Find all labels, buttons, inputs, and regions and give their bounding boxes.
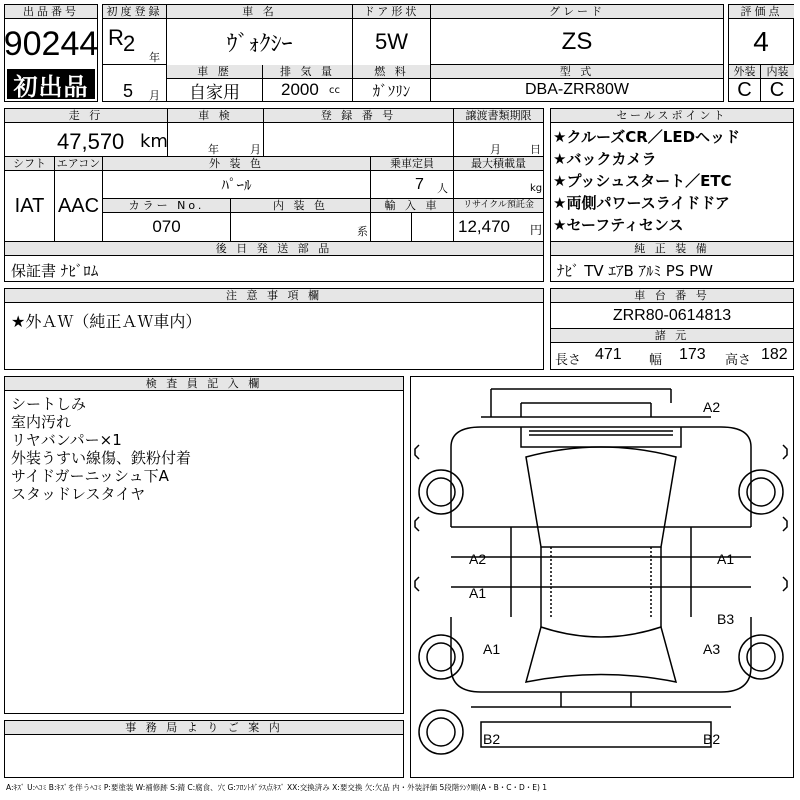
shift: IAT xyxy=(5,171,55,241)
import-cell xyxy=(371,213,454,241)
registration-label: 登 録 番 号 xyxy=(264,109,454,123)
displacement: 2000 xyxy=(281,80,319,99)
equipment: ﾅﾋﾞ TV ｴｱB ｱﾙﾐ PS PW xyxy=(557,262,713,280)
max-load-label: 最大積載量 xyxy=(454,157,543,171)
shift-label: シフト xyxy=(5,157,55,171)
max-load-cell xyxy=(454,171,543,199)
later-parts-label: 後 日 発 送 部 品 xyxy=(5,242,543,256)
lot-box xyxy=(4,4,98,102)
later-parts: 保証書 ﾅﾋﾞﾛﾑ xyxy=(11,262,99,280)
interior-color-cell xyxy=(231,213,371,241)
note: 室内汚れ xyxy=(11,413,72,431)
sales-points-list xyxy=(553,126,740,236)
main-spec-box xyxy=(102,4,724,102)
max-load-unit: kg xyxy=(530,183,543,194)
sales-points-label: セールスポイント xyxy=(551,109,793,123)
capacity-cell xyxy=(371,171,454,199)
transfer-cell xyxy=(454,123,543,157)
equipment-box xyxy=(550,242,794,282)
recycle-label: リサイクル預託金 xyxy=(454,199,543,213)
damage-mark: A1 xyxy=(717,551,735,567)
caution-label: 注 意 事 項 欄 xyxy=(5,289,543,303)
sales-point: ★バックカメラ xyxy=(553,150,657,168)
int-grade: C xyxy=(769,78,785,101)
exterior-color: ﾊﾟｰﾙ xyxy=(103,171,371,199)
inspector-box xyxy=(4,376,404,714)
note: スタッドレスタイヤ xyxy=(11,485,146,503)
ext-label: 外装 xyxy=(729,65,761,79)
car-name-label: 車 名 xyxy=(167,5,353,19)
year-unit: 年 xyxy=(149,51,160,64)
car-name: ｳﾞｫｸｼｰ xyxy=(167,19,353,65)
damage-mark: B3 xyxy=(717,611,735,627)
first-listing-badge: 初出品 xyxy=(7,69,95,99)
note: シートしみ xyxy=(11,395,87,413)
detail-box xyxy=(4,108,544,242)
recycle-unit: 円 xyxy=(530,223,543,237)
displacement-label: 排 気 量 xyxy=(263,65,353,79)
mileage-cell xyxy=(5,123,168,157)
reg-year: 2 xyxy=(123,31,136,56)
note: サイドガーニッシュ下A xyxy=(11,467,169,485)
car-history: 自家用 xyxy=(167,79,263,101)
damage-mark: A1 xyxy=(469,585,487,601)
inspection-month-unit: 月 xyxy=(250,143,261,156)
score-label: 評価点 xyxy=(729,5,794,19)
interior-color-label: 内 装 色 xyxy=(231,199,371,213)
aircon: AAC xyxy=(55,171,103,241)
first-reg-label: 初度登録 xyxy=(103,5,167,19)
equipment-label: 純 正 装 備 xyxy=(551,242,793,256)
interior-color-unit: 系 xyxy=(357,225,368,238)
int-label: 内装 xyxy=(761,65,794,79)
damage-mark: A2 xyxy=(469,551,487,567)
damage-diagram xyxy=(410,376,794,778)
height-label: 高さ xyxy=(725,353,752,368)
mileage: 47,570 xyxy=(57,129,125,154)
damage-mark: B2 xyxy=(483,731,501,747)
displacement-unit: cc xyxy=(329,85,340,96)
inspector-label: 検 査 員 記 入 欄 xyxy=(5,377,403,391)
model-label: 型 式 xyxy=(431,65,723,79)
transfer-month-unit: 月 xyxy=(490,143,501,156)
sales-point: ★プッシュスタート／ETC xyxy=(553,172,732,190)
inspection-year-unit: 年 xyxy=(208,143,219,156)
sales-point: ★クルーズCR／LEDヘッド xyxy=(553,128,741,146)
door-type: 5W xyxy=(353,19,431,65)
sales-point: ★両側パワースライドドア xyxy=(553,194,730,212)
width-label: 幅 xyxy=(649,353,663,368)
model-code: DBA-ZRR80W xyxy=(524,81,629,98)
reg-month: 5 xyxy=(123,81,134,101)
capacity: 7 xyxy=(415,176,424,193)
recycle: 12,470 xyxy=(458,217,510,236)
registration-cell xyxy=(264,123,454,157)
note: 外装うすい線傷、鉄粉付着 xyxy=(11,449,192,467)
aircon-label: エアコン xyxy=(55,157,103,171)
length-label: 長さ xyxy=(555,353,582,368)
door-label: ドア形状 xyxy=(353,5,431,19)
fuel-label: 燃 料 xyxy=(353,65,431,79)
transfer-label: 譲渡書類期限 xyxy=(454,109,543,123)
fuel: ｶﾞｿﾘﾝ xyxy=(353,79,431,101)
score-box xyxy=(728,4,794,102)
later-parts-box xyxy=(4,242,544,282)
first-reg-cell xyxy=(103,19,167,65)
inspection-label: 車 検 xyxy=(168,109,264,123)
height: 182 xyxy=(761,346,788,363)
damage-mark: B2 xyxy=(703,731,721,747)
transfer-day-unit: 日 xyxy=(530,143,541,156)
recycle-cell xyxy=(454,213,543,241)
office-box xyxy=(4,720,404,778)
grade-label: グレード xyxy=(431,5,723,19)
office-label: 事 務 局 よ り ご 案 内 xyxy=(5,721,403,735)
import-label: 輸 入 車 xyxy=(371,199,454,213)
width: 173 xyxy=(679,346,706,363)
lot-label: 出品番号 xyxy=(5,5,98,19)
damage-mark: A2 xyxy=(703,399,721,415)
caution: ★外ＡＷ（純正ＡＷ車内） xyxy=(11,312,202,331)
dims-label: 諸 元 xyxy=(551,329,793,343)
sales-point: ★セーフティセンス xyxy=(553,216,684,234)
damage-mark: A1 xyxy=(483,641,501,657)
displacement-cell xyxy=(263,79,353,101)
score-value: 4 xyxy=(729,19,793,65)
ext-grade: C xyxy=(729,79,761,101)
caution-box xyxy=(4,288,544,370)
legend: A:ｷｽﾞ U:ﾍｺﾐ B:ｷｽﾞを伴うﾍｺﾐ P:要塗装 W:補修跡 S:錆 C:腐食、穴 G:ﾌﾛﾝﾄｶﾞﾗｽ点ｷｽﾞ XX:交換済み X:要交換 欠:欠品 内・外装評価 5段階ﾗﾝｸ順(A・B・C・D・E) 1 xyxy=(6,783,548,792)
grade: ZS xyxy=(431,19,723,65)
sales-points-box xyxy=(550,108,794,242)
chassis-number: ZRR80-0614813 xyxy=(551,303,793,329)
mileage-label: 走 行 xyxy=(5,109,168,123)
lot-number: 90244 xyxy=(3,24,99,63)
inspector-notes xyxy=(11,395,191,503)
length: 471 xyxy=(595,346,622,363)
mileage-unit: km xyxy=(140,131,168,152)
exterior-color-label: 外 装 色 xyxy=(103,157,371,171)
note: リヤバンパー×1 xyxy=(11,431,122,449)
month-unit: 月 xyxy=(149,89,160,102)
inspection-cell xyxy=(168,123,264,157)
color-no-label: カラー No. xyxy=(103,199,231,213)
header-row xyxy=(4,4,794,102)
reg-month-cell xyxy=(103,65,167,101)
chassis-box xyxy=(550,288,794,370)
history-label: 車 歴 xyxy=(167,65,263,79)
chassis-label: 車 台 番 号 xyxy=(551,289,793,303)
damage-mark: A3 xyxy=(703,641,721,657)
era: R xyxy=(108,25,124,50)
capacity-label: 乗車定員 xyxy=(371,157,454,171)
color-no: 070 xyxy=(103,213,231,241)
car-outline xyxy=(411,377,793,777)
capacity-unit: 人 xyxy=(437,182,448,195)
